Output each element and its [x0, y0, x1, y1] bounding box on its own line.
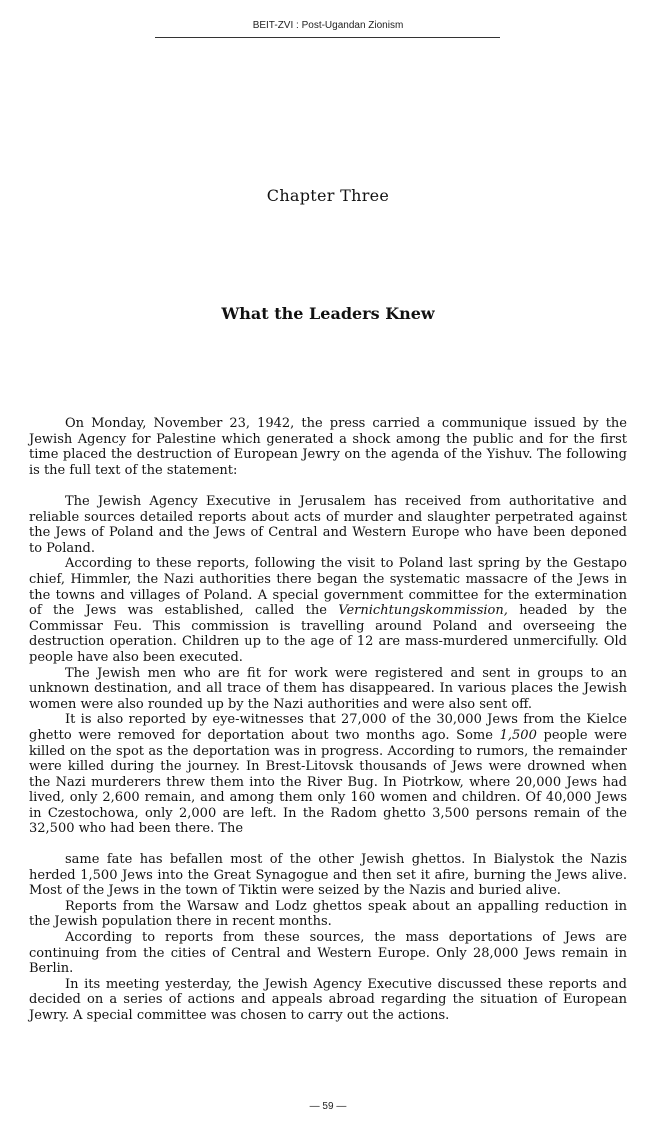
statement-paragraph-2 — [29, 556, 627, 665]
statement-continued-block — [29, 852, 627, 1024]
statement-paragraph-4-end: people were killed on the spot as the deportation was in progress. According to rumors, the remainder were killed during the journey. In Brest-Litovsk thousands of Jews were drowned when the Nazi murderers threw them into the River Bug. In Piotrkow, where 20,000 Jews had lived, only 2,600 remain, and among them only 160 women and children. Of 40,000 Jews in Czestochowa, only 2,000 are left. In the Radom ghetto 3,500 persons remain of the 32,500 who had been there. The — [29, 727, 627, 837]
statement-paragraph-3: The Jewish men who are fit for work were registered and sent in groups to an unknown destination, and all trace of them has disappeared. In various places the Jewish women were also rounded up by the Nazi authorities and were also sent off. — [29, 665, 627, 712]
statement-paragraph-6: Reports from the Warsaw and Lodz ghettos speak about an appalling reduction in the Jewish population there in recent months. — [29, 898, 627, 930]
killed-count: 1,500 — [499, 727, 537, 743]
intro-block — [29, 416, 627, 478]
statement-paragraph-8: In its meeting yesterday, the Jewish Agency Executive discussed these reports and decided on a series of actions and appeals abroad regarding the situation of European Jewry. A special committee was chosen to carry out the actions. — [29, 976, 627, 1023]
statement-paragraph-2-end: headed by the Commissar Feu. This commission is travelling around Poland and overseeing the destruction operation. Children up to the age of 12 are mass-murdered unmercifully. Old people have also been executed. — [29, 603, 627, 665]
running-head: BEIT-ZVI : Post-Ugandan Zionism — [252, 20, 404, 31]
statement-paragraph-1: The Jewish Agency Executive in Jerusalem has received from authoritative and reliable sources detailed reports about acts of murder and slaughter perpetrated against the Jews of Poland and the Jews of Central and Western Europe who have been deponed to Poland. — [29, 494, 627, 556]
intro-paragraph: On Monday, November 23, 1942, the press carried a communique issued by the Jewish Agency for Palestine which generated a shock among the public and for the first time placed the destruction of European Jewry on the agenda of the Yishuv. The following is the full text of the statement: — [29, 416, 627, 478]
chapter-title: What the Leaders Knew — [221, 304, 435, 323]
statement-block — [29, 494, 627, 837]
vernichtungskommission-term: Vernichtungskommission, — [338, 603, 508, 619]
chapter-label: Chapter Three — [266, 186, 390, 205]
statement-paragraph-4-start: It is also reported by eye-witnesses that 27,000 of the 30,000 Jews from the Kielce ghetto were removed for deportation about two months ago. Some — [29, 712, 627, 743]
running-head-rule — [155, 37, 500, 38]
page-number: — 59 — — [309, 1101, 347, 1112]
statement-paragraph-4 — [29, 712, 627, 837]
statement-paragraph-2-start: According to these reports, following the visit to Poland last spring by the Gestapo chief, Himmler, the Nazi authorities there began the systematic massacre of the Jews in the towns and villages of Poland. A special government committee for the extermination of the Jews was established, called the — [29, 556, 627, 619]
statement-paragraph-5: same fate has befallen most of the other Jewish ghettos. In Bialystok the Nazis herded 1,500 Jews into the Great Synagogue and then set it afire, burning the Jews alive. Most of the Jews in the town of Tiktin were seized by the Nazis and buried alive. — [29, 852, 627, 899]
statement-paragraph-7: According to reports from these sources, the mass deportations of Jews are continuing from the cities of Central and Western Europe. Only 28,000 Jews remain in Berlin. — [29, 929, 627, 977]
